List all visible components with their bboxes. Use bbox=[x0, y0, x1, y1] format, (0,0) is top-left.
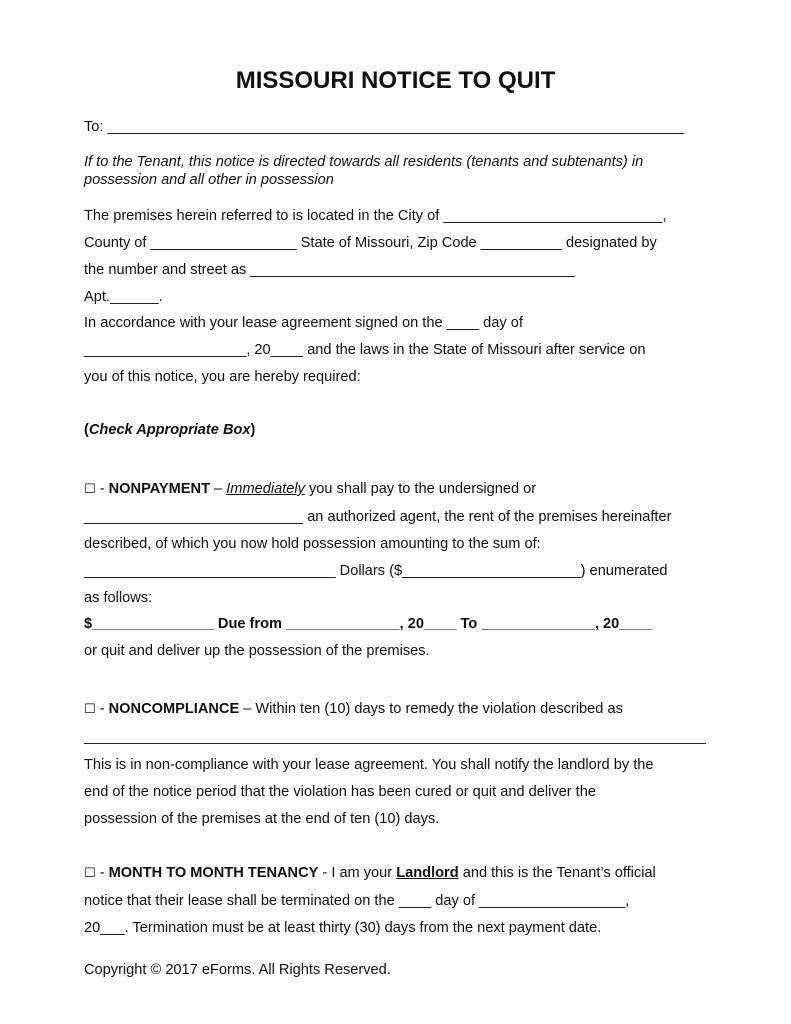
month-to-month-rest: and this is the Tenant’s official bbox=[458, 865, 656, 881]
month-to-month-line bbox=[84, 864, 656, 883]
nonpayment-dash: – bbox=[210, 481, 227, 497]
noncompliance-line bbox=[84, 700, 623, 719]
noncompliance-heading: NONCOMPLIANCE bbox=[108, 701, 240, 717]
premises-line-required: you of this notice, you are hereby required: bbox=[84, 369, 361, 385]
nonpayment-dollars-line: _______________________________ Dollars ($______________________) enumerated bbox=[84, 563, 668, 579]
noncompliance-text-3: possession of the premises at the end of ten (10) days. bbox=[84, 811, 440, 827]
month-to-month-text-1: notice that their lease shall be terminated on the ____ day of __________________, bbox=[84, 893, 630, 909]
month-to-month-heading: MONTH TO MONTH TENANCY bbox=[108, 865, 319, 881]
premises-line-lease: In accordance with your lease agreement signed on the ____ day of bbox=[84, 315, 523, 331]
premises-line-apt: Apt.______. bbox=[84, 289, 163, 305]
intro-line-1: If to the Tenant, this notice is directed towards all residents (tenants and subtenants) in bbox=[84, 154, 644, 170]
violation-description-line bbox=[84, 743, 706, 744]
nonpayment-rest: you shall pay to the undersigned or bbox=[304, 481, 537, 497]
month-to-month-prefix: - bbox=[95, 865, 109, 881]
nonpayment-follows-line: as follows: bbox=[84, 590, 153, 606]
nonpayment-line bbox=[84, 480, 536, 499]
check-heading-label: Check Appropriate Box bbox=[88, 422, 251, 438]
month-to-month-mid: - I am your bbox=[318, 865, 397, 881]
nonpayment-checkbox[interactable]: ☐ bbox=[84, 482, 96, 497]
nonpayment-emphasis: Immediately bbox=[226, 481, 305, 497]
premises-line-county: County of __________________ State of Missouri, Zip Code __________ designated by bbox=[84, 235, 657, 251]
noncompliance-text-1: This is in non-compliance with your lease agreement. You shall notify the landlord by the bbox=[84, 757, 654, 773]
landlord-label: Landlord bbox=[396, 865, 459, 881]
noncompliance-rest: – Within ten (10) days to remedy the violation described as bbox=[239, 701, 623, 717]
nonpayment-due-line: $_______________ Due from ______________, 20____ To ______________, 20____ bbox=[84, 616, 652, 632]
noncompliance-text-2: end of the notice period that the violation has been cured or quit and deliver the bbox=[84, 784, 596, 800]
page-title: MISSOURI NOTICE TO QUIT bbox=[235, 67, 556, 94]
nonpayment-closing-line: or quit and deliver up the possession of the premises. bbox=[84, 643, 430, 659]
premises-line-city: The premises herein referred to is located in the City of ___________________________, bbox=[84, 208, 667, 224]
nonpayment-agent-line: ___________________________ an authorized agent, the rent of the premises hereinafter bbox=[84, 509, 672, 525]
copyright-footer: Copyright © 2017 eForms. All Rights Reserved. bbox=[84, 962, 391, 978]
premises-line-street: the number and street as ________________________________________ bbox=[84, 262, 575, 278]
month-to-month-text-2: 20___. Termination must be at least thirty (30) days from the next payment date. bbox=[84, 920, 602, 936]
check-heading bbox=[84, 421, 255, 439]
premises-line-date: ____________________, 20____ and the laws in the State of Missouri after service on bbox=[84, 342, 646, 358]
to-line: To: _______________________________________________________________________ bbox=[84, 119, 684, 135]
nonpayment-described-line: described, of which you now hold possession amounting to the sum of: bbox=[84, 536, 541, 552]
noncompliance-checkbox[interactable]: ☐ bbox=[84, 702, 96, 717]
noncompliance-prefix: - bbox=[95, 701, 109, 717]
check-heading-close: ) bbox=[250, 422, 256, 438]
nonpayment-heading: NONPAYMENT bbox=[108, 481, 210, 497]
check-heading-open: ( bbox=[84, 422, 89, 438]
nonpayment-prefix: - bbox=[95, 481, 109, 497]
month-to-month-checkbox[interactable]: ☐ bbox=[84, 866, 96, 881]
intro-line-2: possession and all other in possession bbox=[84, 172, 334, 188]
